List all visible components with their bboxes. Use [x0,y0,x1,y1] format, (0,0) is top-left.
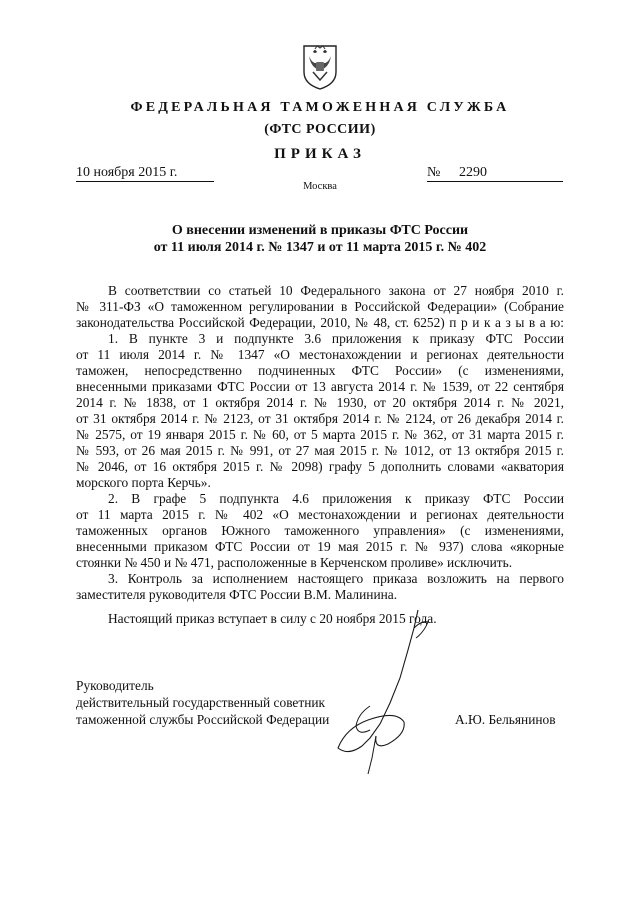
document-title-line: от 11 июля 2014 г. № 1347 и от 11 марта 2015 г. № 402 [153,240,487,255]
body-line: внесенными приказами ФТС России от 13 августа 2014 г. № 1539, от 22 сентября [76,379,564,394]
body-line: № 311-ФЗ «О таможенном регулировании в Российской Федерации» (Собрание [76,299,564,314]
agency-abbreviation: (ФТС РОССИИ) [264,122,376,137]
body-line: от 31 октября 2014 г. № 2123, от 31 октября 2014 г. № 2124, от 26 декабря 2014 г. [76,411,564,426]
signatory-rank: действительный государственный советник [76,695,326,710]
body-line: № 2046, от 16 октября 2015 г. № 2098) графу 5 дополнить словами «акватория [76,459,564,474]
order-date-value: 10 ноября 2015 г. [76,165,178,180]
body-line: заместителя руководителя ФТС России В.М. Малинина. [76,587,398,602]
effective-date-line: Настоящий приказ вступает в силу с 20 ноября 2015 года. [108,611,437,626]
order-number [427,165,563,182]
body-line: стоянки № 450 и № 471, расположенные в Керченском проливе» исключить. [76,555,513,570]
body-line: от 11 июля 2014 г. № 1347 «О местонахождении и регионах деятельности [76,347,564,362]
body-line: В соответствии со статьей 10 Федерального закона от 27 ноября 2010 г. [108,283,564,298]
document-type: ПРИКАЗ [274,146,366,162]
double-headed-eagle-emblem-icon [301,42,339,90]
order-date [76,165,214,182]
body-line: 1. В пункте 3 и подпункте 3.6 приложения к приказу ФТС России [108,331,564,346]
order-number-prefix: № [427,165,441,180]
signatory-rank: таможенной службы Российской Федерации [76,712,330,727]
body-line: от 11 марта 2015 г. № 402 «О местонахождении и регионах деятельности [76,507,564,522]
body-line: 2014 г. № 1838, от 1 октября 2014 г. № 1930, от 20 октября 2014 г. № 2021, [76,395,564,410]
signatory-position: Руководитель [76,678,154,693]
body-line: морского порта Керчь». [76,475,211,490]
body-line: таможен, непосредственно подчиненных ФТС России» (с изменениями, [76,363,564,378]
document-title-line: О внесении изменений в приказы ФТС России [171,223,469,238]
signatory-name: А.Ю. Бельянинов [455,712,556,727]
body-line: № 2575, от 19 января 2015 г. № 60, от 5 марта 2015 г. № 362, от 31 марта 2015 г. [76,427,564,442]
order-number-value: 2290 [459,165,487,180]
body-line: таможенных органов Южного таможенного управления» (с изменениями, [76,523,564,538]
body-line: 3. Контроль за исполнением настоящего приказа возложить на первого [108,571,564,586]
city: Москва [303,181,337,192]
body-line: законодательства Российской Федерации, 2010, № 48, ст. 6252) п р и к а з ы в а ю: [76,315,564,330]
body-line: 2. В графе 5 подпункта 4.6 приложения к приказу ФТС России [108,491,564,506]
body-line: внесенными приказом ФТС России от 19 мая 2015 г. № 937) слова «якорные [76,539,564,554]
body-line: № 593, от 26 мая 2015 г. № 991, от 27 мая 2015 г. № 1012, от 13 октября 2015 г. [76,443,564,458]
agency-name: ФЕДЕРАЛЬНАЯ ТАМОЖЕННАЯ СЛУЖБА [130,100,510,115]
handwritten-signature-icon [318,598,468,778]
